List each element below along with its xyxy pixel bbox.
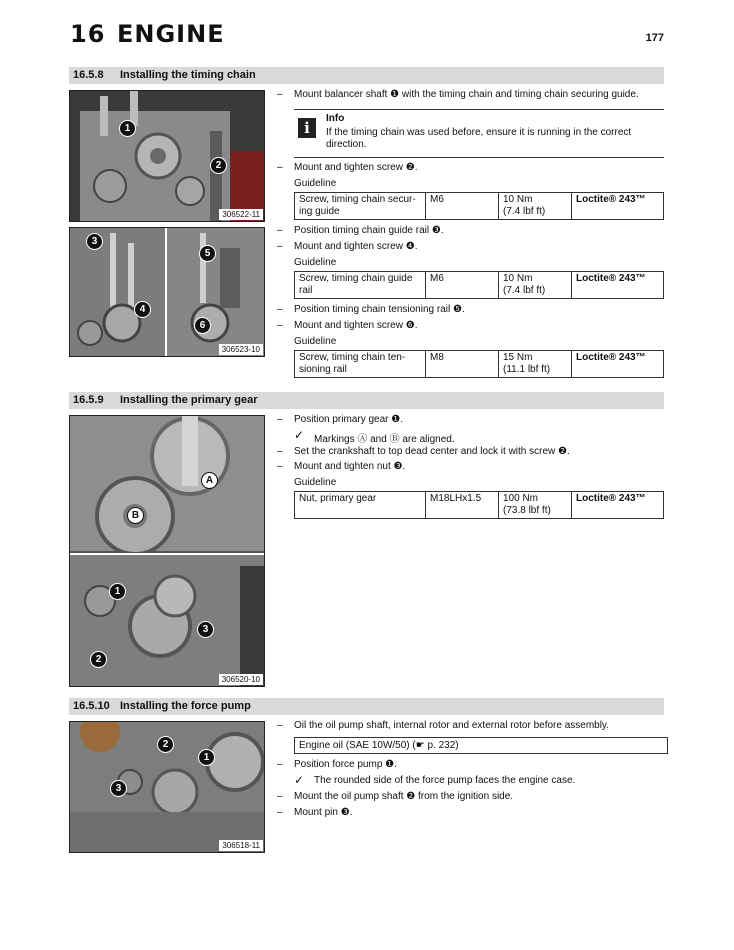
section-heading-force-pump [69,698,664,715]
step-text: Mount and tighten nut ❸. [294,461,406,472]
dash: – [277,720,283,731]
torque-table [294,271,664,299]
step-text: Oil the oil pump shaft, internal rotor and external rotor before assembly. [294,720,609,731]
torque-table [294,192,664,220]
table-item: Screw, timing chain guide rail [295,272,426,299]
image-caption: 306518-11 [219,840,263,851]
callout-3: 3 [86,233,103,250]
marking-b: B [127,507,144,524]
guideline-label: Guideline [294,257,337,268]
dash: – [277,414,283,425]
table-thread: M6 [426,272,499,299]
info-icon: i [298,118,316,138]
guideline-label: Guideline [294,336,337,347]
torque-table [294,491,664,519]
table-torque: 10 Nm [503,194,533,205]
photo-force-pump [69,721,265,853]
section-title: Installing the primary gear [120,394,258,406]
step-text: Mount and tighten screw ❹. [294,241,418,252]
section-number: 16.5.8 [73,69,104,81]
table-adhesive: Loctite® 243™ [572,193,664,220]
section-title: Installing the timing chain [120,69,256,81]
table-thread: M6 [426,193,499,220]
table-torque: 15 Nm [503,352,533,363]
callout-1: 1 [109,583,126,600]
dash: – [277,162,283,173]
dash: – [277,241,283,252]
table-item: Nut, primary gear [295,492,426,519]
callout-1: 1 [119,120,136,137]
info-title: Info [326,113,345,124]
chapter-number: 16 [70,20,106,48]
dash: – [277,461,283,472]
table-adhesive: Loctite® 243™ [572,492,664,519]
callout-3: 3 [197,621,214,638]
section-number: 16.5.10 [73,700,110,712]
section-number: 16.5.9 [73,394,104,406]
table-torque: 10 Nm [503,273,533,284]
step-text: Mount and tighten screw ❷. [294,162,418,173]
check-text: Markings Ⓐ and Ⓑ are aligned. [314,434,455,445]
table-torque: 100 Nm [503,493,539,504]
dash: – [277,225,283,236]
info-text: If the timing chain was used before, ensure it is running in the correct direction. [326,127,632,150]
photo-timing-chain-balancer [69,90,265,222]
callout-4: 4 [134,301,151,318]
table-item: Screw, timing chain ten- sioning rail [295,351,426,378]
step-text: Mount and tighten screw ❻. [294,320,418,331]
check-text: The rounded side of the force pump faces the engine case. [314,775,576,786]
marking-a: A [201,472,218,489]
table-torque-imperial: (73.8 lbf ft) [503,505,551,516]
table-torque-imperial: (7.4 lbf ft) [503,285,546,296]
table-thread: M8 [426,351,499,378]
callout-2: 2 [157,736,174,753]
info-box [294,109,664,158]
callout-6: 6 [194,317,211,334]
table-adhesive: Loctite® 243™ [572,351,664,378]
step-text: Position force pump ❶. [294,759,397,770]
callout-5: 5 [199,245,216,262]
dash: – [277,791,283,802]
section-heading-timing-chain [69,67,664,84]
dash: – [277,304,283,315]
torque-table [294,350,664,378]
callout-3: 3 [110,780,127,797]
step-text: Mount balancer shaft ❶ with the timing chain and timing chain securing guide. [294,89,639,100]
image-caption: 306520-10 [219,674,263,685]
callout-2: 2 [210,157,227,174]
table-item: Screw, timing chain secur- ing guide [295,193,426,220]
oil-spec-box: Engine oil (SAE 10W/50) (☛ p. 232) [294,737,668,754]
guideline-label: Guideline [294,178,337,189]
step-text: Mount the oil pump shaft ❷ from the ignition side. [294,791,514,802]
check-icon: ✓ [294,773,305,787]
step-text: Set the crankshaft to top dead center and lock it with screw ❷. [294,446,570,457]
image-caption: 306522-11 [219,209,263,220]
guideline-label: Guideline [294,477,337,488]
section-heading-primary-gear [69,392,664,409]
table-torque-imperial: (7.4 lbf ft) [503,206,546,217]
photo-timing-chain-rails [69,227,265,357]
dash: – [277,446,283,457]
step-text: Mount pin ❸. [294,807,353,818]
table-adhesive: Loctite® 243™ [572,272,664,299]
step-text: Position timing chain tensioning rail ❺. [294,304,465,315]
dash: – [277,807,283,818]
dash: – [277,759,283,770]
section-title: Installing the force pump [120,700,251,712]
chapter-title: ENGINE [117,20,225,48]
callout-2: 2 [90,651,107,668]
dash: – [277,89,283,100]
dash: – [277,320,283,331]
callout-1: 1 [198,749,215,766]
photo-primary-gear [69,415,265,687]
page-number: 177 [645,32,664,44]
step-text: Position timing chain guide rail ❸. [294,225,444,236]
table-torque-imperial: (11.1 lbf ft) [503,364,551,375]
check-icon: ✓ [294,428,305,442]
step-text: Position primary gear ❶. [294,414,404,425]
image-caption: 306523-10 [219,344,263,355]
table-thread: M18LHx1.5 [426,492,499,519]
